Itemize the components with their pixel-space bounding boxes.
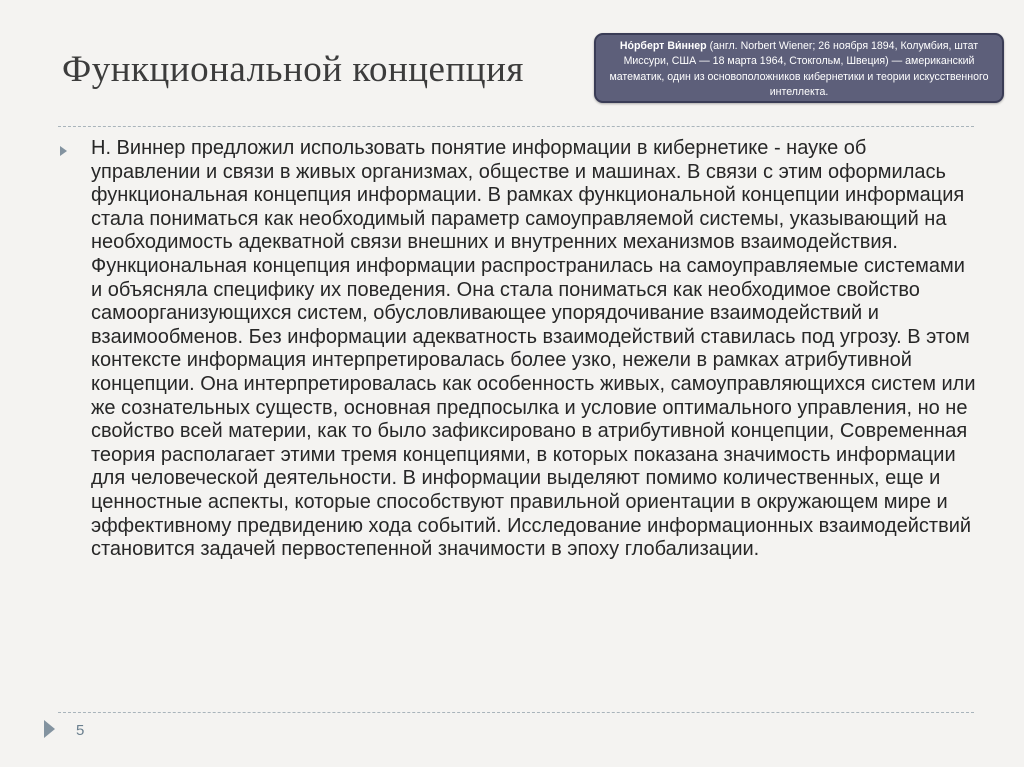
callout-text: (англ. Norbert Wiener; 26 ноября 1894, Колумбия, штат Миссури, США — 18 марта 1964, Стокгольм, Швеция) — американский математик, один из основоположников кибернетики и теории искусственного интеллекта. — [609, 40, 989, 99]
bottom-divider — [58, 712, 974, 713]
triangle-arrow-icon — [44, 720, 55, 738]
page-number: 5 — [76, 722, 85, 739]
top-divider — [58, 126, 974, 127]
body-paragraph: Н. Виннер предложил использовать понятие информации в кибернетике - науке об управлении и связи в живых организмах, обществе и машинах. В связи с этим оформилась функциональная концепция информации. В рамках функциональной концепции информация стала пониматься как необходимый параметр самоуправляемой системы, указывающий на необходимость адекватной связи внешних и внутренних механизмов взаимодействия. Функциональная концепция информации распространилась на самоуправляемые системами и объясняла специфику их поведения. Она стала пониматься как необходимое свойство самоорганизующихся систем, обусловливающее упорядочивание взаимодействий и взаимообменов. Без информации адекватность взаимодействий ставилась под угрозу. В этом контексте информация интерпретировалась более узко, нежели в рамках атрибутивной концепции. Она интерпретировалась как особенность живых, самоуправляющихся систем или же сознательных существ, основная предпосылка и условие оптимального управления, но не свойство всей материи, как то было зафиксировано в атрибутивной концепции, Современная теория располагает этими тремя концепциями, в которых показана значимость информации для человеческой деятельности. В информации выделяют помимо количественных, еще и ценностные аспекты, которые способствуют правильной ориентации в окружающем мире и эффективному предвидению хода событий. Исследование информационных взаимодействий становится задачей первостепенной значимости в эпоху глобализации. — [91, 137, 976, 561]
triangle-bullet-icon — [60, 146, 67, 156]
slide-title: Функциональной концепция — [62, 49, 524, 90]
callout-name: Но́рберт Ви́ннер — [619, 40, 707, 52]
callout-box — [594, 33, 1004, 103]
